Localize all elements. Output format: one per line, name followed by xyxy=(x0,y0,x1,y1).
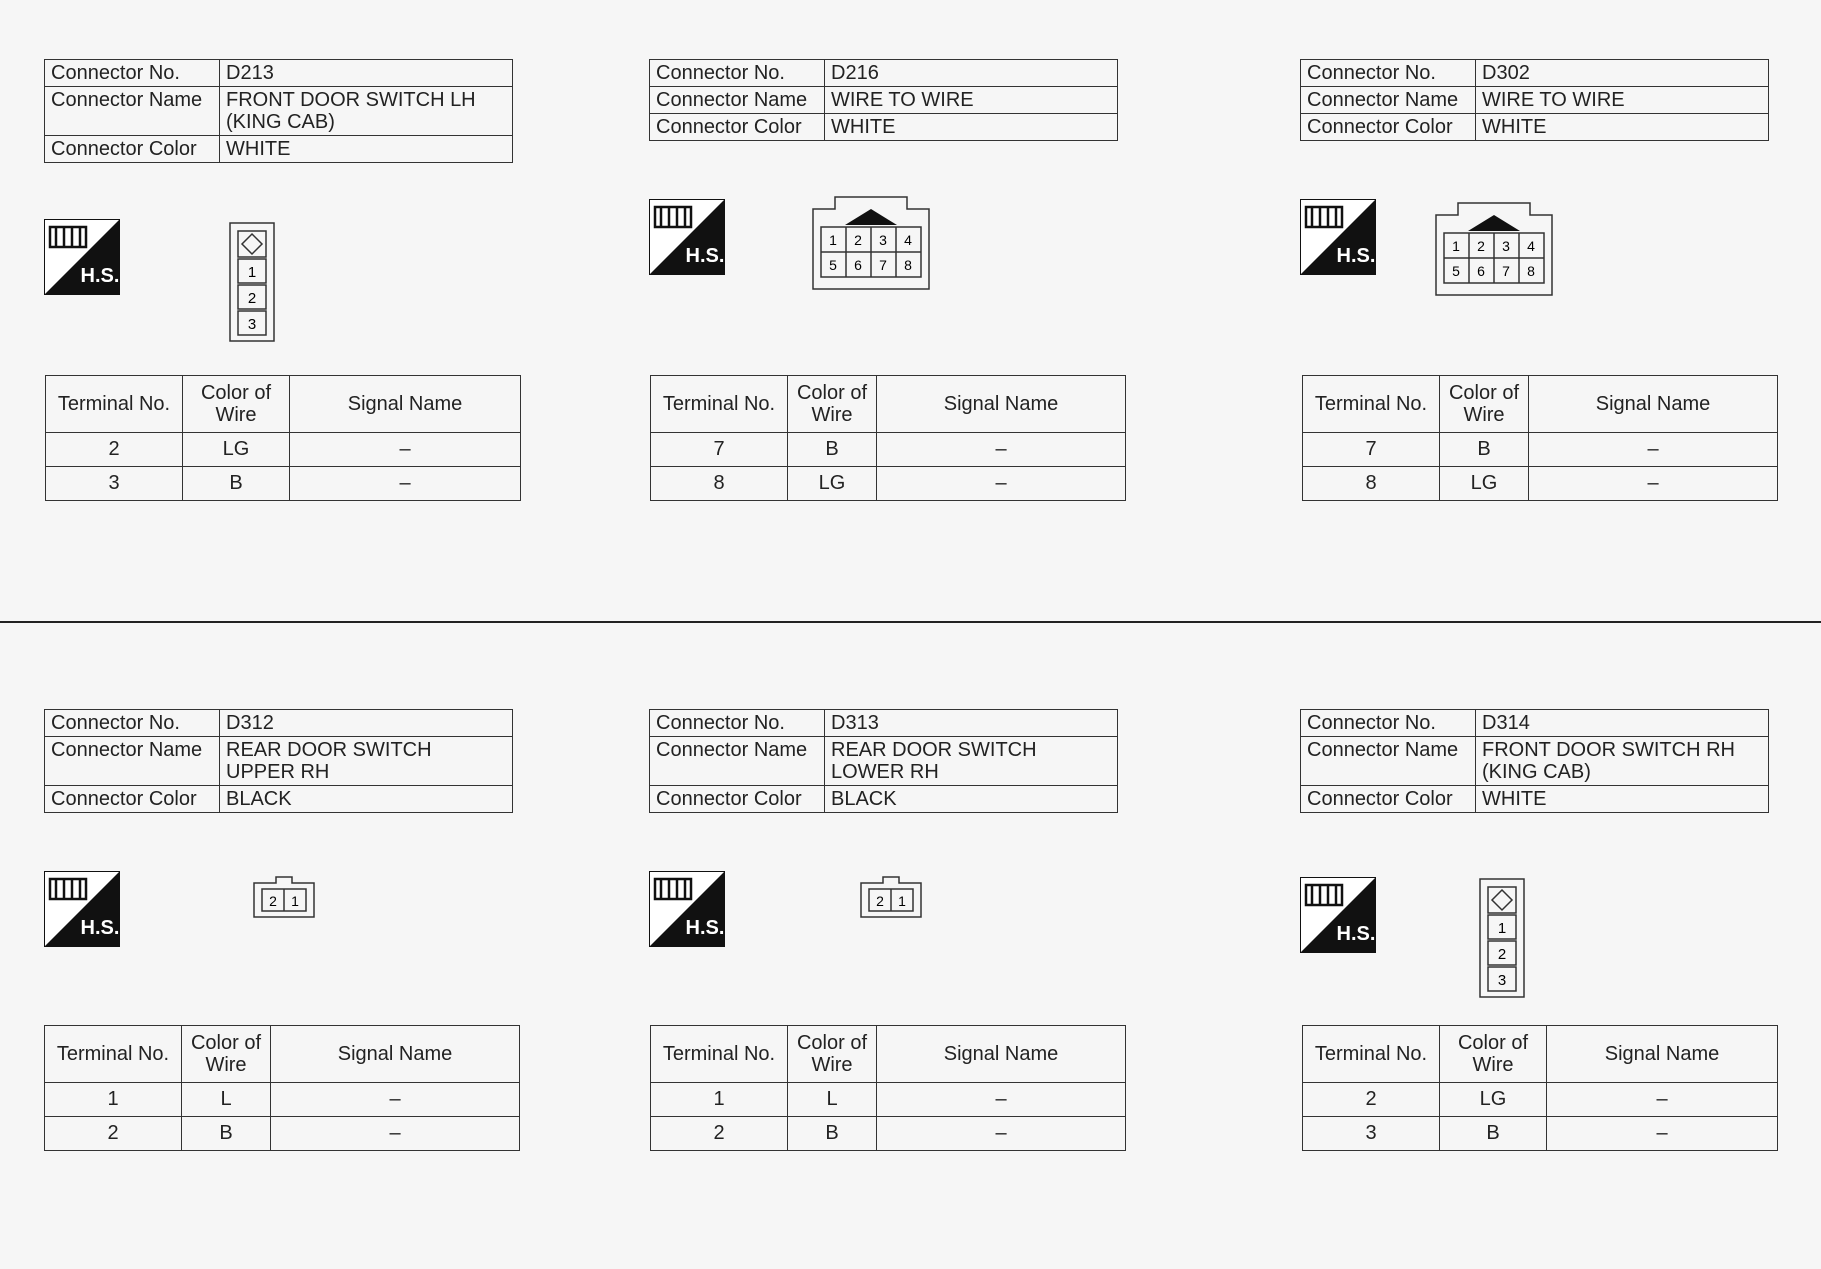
hs-badge-label: H.S. xyxy=(1336,245,1376,267)
color-of-wire-line-2: Wire xyxy=(1472,1054,1514,1076)
connector-color-value: WHITE xyxy=(1476,786,1769,813)
connector-panel-d213 xyxy=(44,59,644,619)
signal-name-cell: – xyxy=(877,467,1126,501)
connector-name-line-2: (KING CAB) xyxy=(1482,761,1591,783)
connector-color-value: BLACK xyxy=(220,786,513,813)
connector-no-label: Connector No. xyxy=(1301,60,1476,87)
terminal-table xyxy=(650,375,1126,501)
hs-harness-side-icon xyxy=(649,871,725,947)
connector-panel-d314 xyxy=(1300,709,1780,1269)
color-of-wire-header xyxy=(788,1026,877,1083)
connector-no-value: D314 xyxy=(1476,710,1769,737)
connector-face-8pin xyxy=(809,195,933,291)
wire-color-cell: L xyxy=(788,1083,877,1117)
wire-color-cell: B xyxy=(1440,1117,1547,1151)
pin-label: 3 xyxy=(1497,972,1507,989)
terminal-table xyxy=(1302,1025,1778,1151)
connector-color-value: WHITE xyxy=(1476,114,1769,141)
color-of-wire-header xyxy=(1440,1026,1547,1083)
color-of-wire-header xyxy=(183,376,290,433)
pin-label: 2 xyxy=(854,232,862,248)
signal-name-cell: – xyxy=(1529,467,1778,501)
terminal-table xyxy=(1302,375,1778,501)
terminal-no-header: Terminal No. xyxy=(1303,1026,1440,1083)
table-row xyxy=(1303,433,1778,467)
terminal-no-cell: 2 xyxy=(1303,1083,1440,1117)
connector-panel-d216 xyxy=(649,59,1249,619)
wire-color-cell: B xyxy=(788,433,877,467)
pin-label: 2 xyxy=(1477,238,1485,254)
key-triangle-icon xyxy=(1468,215,1520,231)
table-row xyxy=(651,1083,1126,1117)
terminal-no-cell: 8 xyxy=(651,467,788,501)
terminal-no-header: Terminal No. xyxy=(46,376,183,433)
connector-name-value: WIRE TO WIRE xyxy=(1476,87,1769,114)
terminal-no-cell: 8 xyxy=(1303,467,1440,501)
wire-color-cell: LG xyxy=(1440,1083,1547,1117)
connector-no-value: D312 xyxy=(220,710,513,737)
connector-name-line-1: REAR DOOR SWITCH xyxy=(226,739,432,761)
connector-name-line-1: FRONT DOOR SWITCH RH xyxy=(1482,739,1735,761)
color-of-wire-header xyxy=(182,1026,271,1083)
signal-name-header: Signal Name xyxy=(877,376,1126,433)
color-of-wire-line-1: Color of xyxy=(200,382,272,404)
pin-label: 6 xyxy=(1477,263,1485,279)
wire-color-cell: B xyxy=(788,1117,877,1151)
signal-name-header: Signal Name xyxy=(877,1026,1126,1083)
connector-no-value: D313 xyxy=(825,710,1118,737)
table-row xyxy=(651,467,1126,501)
connector-no-label: Connector No. xyxy=(650,710,825,737)
connector-face-3pin-vertical xyxy=(228,221,276,343)
terminal-table xyxy=(44,1025,520,1151)
signal-name-header: Signal Name xyxy=(1547,1026,1778,1083)
terminal-no-header: Terminal No. xyxy=(1303,376,1440,433)
terminal-no-cell: 3 xyxy=(46,467,183,501)
wire-color-cell: LG xyxy=(788,467,877,501)
connector-name-label: Connector Name xyxy=(1301,87,1476,114)
connector-color-value: WHITE xyxy=(220,136,513,163)
pin-label: 7 xyxy=(1502,263,1510,279)
terminal-table xyxy=(45,375,521,501)
color-of-wire-line-2: Wire xyxy=(811,1054,853,1076)
connector-info-table xyxy=(1300,709,1769,813)
signal-name-header: Signal Name xyxy=(1529,376,1778,433)
key-diamond-icon xyxy=(242,234,262,254)
connector-name-label: Connector Name xyxy=(45,87,220,136)
wire-color-cell: L xyxy=(182,1083,271,1117)
connector-info-table xyxy=(649,709,1118,813)
connector-info-table xyxy=(44,709,513,813)
signal-name-cell: – xyxy=(877,1083,1126,1117)
connector-info-table xyxy=(44,59,513,163)
connector-face-8pin xyxy=(1432,201,1556,297)
table-row xyxy=(46,433,521,467)
hs-harness-side-icon xyxy=(1300,199,1376,275)
key-triangle-icon xyxy=(845,209,897,225)
pin-label: 6 xyxy=(854,257,862,273)
table-row xyxy=(651,1117,1126,1151)
pin-label: 2 xyxy=(876,893,884,909)
connector-no-value: D216 xyxy=(825,60,1118,87)
hs-harness-side-icon xyxy=(649,199,725,275)
table-row xyxy=(46,467,521,501)
signal-name-cell: – xyxy=(290,433,521,467)
connector-face-2pin xyxy=(859,875,923,919)
connector-name-line-1: REAR DOOR SWITCH xyxy=(831,739,1037,761)
connector-name-label: Connector Name xyxy=(650,87,825,114)
color-of-wire-line-1: Color of xyxy=(1457,1032,1529,1054)
hs-badge-label: H.S. xyxy=(685,245,725,267)
pin-label: 4 xyxy=(1527,238,1535,254)
signal-name-cell: – xyxy=(877,433,1126,467)
terminal-no-header: Terminal No. xyxy=(651,376,788,433)
wire-color-cell: B xyxy=(1440,433,1529,467)
color-of-wire-line-1: Color of xyxy=(796,382,868,404)
section-divider xyxy=(0,621,1821,623)
connector-color-value: BLACK xyxy=(825,786,1118,813)
pin-label: 1 xyxy=(1452,238,1460,254)
connector-name-value xyxy=(1476,737,1769,786)
pin-label: 2 xyxy=(269,893,277,909)
color-of-wire-line-2: Wire xyxy=(811,404,853,426)
connector-panel-d313 xyxy=(649,709,1249,1269)
color-of-wire-line-1: Color of xyxy=(1448,382,1520,404)
connector-name-value: WIRE TO WIRE xyxy=(825,87,1118,114)
table-row xyxy=(1303,467,1778,501)
connector-panel-d312 xyxy=(44,709,644,1269)
table-row xyxy=(1303,1117,1778,1151)
connector-panel-d302 xyxy=(1300,59,1780,619)
pin-label: 2 xyxy=(247,290,257,307)
hs-badge-label: H.S. xyxy=(685,917,725,939)
pin-label: 8 xyxy=(1527,263,1535,279)
connector-name-line-1: FRONT DOOR SWITCH LH xyxy=(226,89,476,111)
pin-label: 2 xyxy=(1497,946,1507,963)
terminal-no-header: Terminal No. xyxy=(45,1026,182,1083)
pin-label: 5 xyxy=(1452,263,1460,279)
color-of-wire-header xyxy=(1440,376,1529,433)
connector-info-table xyxy=(649,59,1118,141)
connector-name-line-2: UPPER RH xyxy=(226,761,330,783)
connector-no-label: Connector No. xyxy=(650,60,825,87)
pin-label: 8 xyxy=(904,257,912,273)
connector-color-label: Connector Color xyxy=(650,114,825,141)
pin-label: 1 xyxy=(247,264,257,281)
pin-label: 3 xyxy=(879,232,887,248)
pin-label: 1 xyxy=(829,232,837,248)
connector-color-label: Connector Color xyxy=(650,786,825,813)
pin-label: 1 xyxy=(898,893,906,909)
signal-name-header: Signal Name xyxy=(271,1026,520,1083)
hs-badge-label: H.S. xyxy=(1336,923,1376,945)
connector-name-value xyxy=(825,737,1118,786)
connector-name-value xyxy=(220,737,513,786)
color-of-wire-line-2: Wire xyxy=(215,404,257,426)
hs-badge-label: H.S. xyxy=(80,265,120,287)
color-of-wire-line-1: Color of xyxy=(796,1032,868,1054)
connector-no-label: Connector No. xyxy=(45,60,220,87)
connector-name-line-2: LOWER RH xyxy=(831,761,939,783)
connector-color-label: Connector Color xyxy=(1301,786,1476,813)
terminal-table xyxy=(650,1025,1126,1151)
signal-name-header: Signal Name xyxy=(290,376,521,433)
signal-name-cell: – xyxy=(1529,433,1778,467)
connector-color-label: Connector Color xyxy=(1301,114,1476,141)
connector-name-line-2: (KING CAB) xyxy=(226,111,335,133)
signal-name-cell: – xyxy=(271,1117,520,1151)
table-row xyxy=(651,433,1126,467)
connector-name-value xyxy=(220,87,513,136)
color-of-wire-line-1: Color of xyxy=(190,1032,262,1054)
signal-name-cell: – xyxy=(877,1117,1126,1151)
hs-harness-side-icon xyxy=(1300,877,1376,953)
connector-no-value: D302 xyxy=(1476,60,1769,87)
hs-harness-side-icon xyxy=(44,219,120,295)
terminal-no-cell: 3 xyxy=(1303,1117,1440,1151)
connector-color-label: Connector Color xyxy=(45,786,220,813)
signal-name-cell: – xyxy=(1547,1117,1778,1151)
table-row xyxy=(1303,1083,1778,1117)
pin-label: 5 xyxy=(829,257,837,273)
pin-label: 4 xyxy=(904,232,912,248)
terminal-no-cell: 2 xyxy=(651,1117,788,1151)
pin-label: 1 xyxy=(1497,920,1507,937)
pin-label: 3 xyxy=(1502,238,1510,254)
table-row xyxy=(45,1083,520,1117)
connector-name-label: Connector Name xyxy=(650,737,825,786)
connector-face-3pin-vertical xyxy=(1478,877,1526,999)
terminal-no-cell: 7 xyxy=(1303,433,1440,467)
connector-name-label: Connector Name xyxy=(1301,737,1476,786)
pin-label: 7 xyxy=(879,257,887,273)
terminal-no-cell: 7 xyxy=(651,433,788,467)
wire-color-cell: B xyxy=(183,467,290,501)
connector-no-label: Connector No. xyxy=(1301,710,1476,737)
color-of-wire-line-2: Wire xyxy=(1463,404,1505,426)
terminal-no-cell: 2 xyxy=(46,433,183,467)
connector-no-value: D213 xyxy=(220,60,513,87)
key-diamond-icon xyxy=(1492,890,1512,910)
terminal-no-header: Terminal No. xyxy=(651,1026,788,1083)
hs-badge-label: H.S. xyxy=(80,917,120,939)
signal-name-cell: – xyxy=(1547,1083,1778,1117)
pin-label: 3 xyxy=(247,316,257,333)
wire-color-cell: LG xyxy=(183,433,290,467)
pin-label: 1 xyxy=(291,893,299,909)
wire-color-cell: B xyxy=(182,1117,271,1151)
wire-color-cell: LG xyxy=(1440,467,1529,501)
signal-name-cell: – xyxy=(271,1083,520,1117)
hs-harness-side-icon xyxy=(44,871,120,947)
color-of-wire-header xyxy=(788,376,877,433)
terminal-no-cell: 2 xyxy=(45,1117,182,1151)
terminal-no-cell: 1 xyxy=(651,1083,788,1117)
connector-no-label: Connector No. xyxy=(45,710,220,737)
connector-name-label: Connector Name xyxy=(45,737,220,786)
signal-name-cell: – xyxy=(290,467,521,501)
table-row xyxy=(45,1117,520,1151)
connector-info-table xyxy=(1300,59,1769,141)
connector-color-value: WHITE xyxy=(825,114,1118,141)
color-of-wire-line-2: Wire xyxy=(205,1054,247,1076)
connector-face-2pin xyxy=(252,875,316,919)
connector-color-label: Connector Color xyxy=(45,136,220,163)
terminal-no-cell: 1 xyxy=(45,1083,182,1117)
